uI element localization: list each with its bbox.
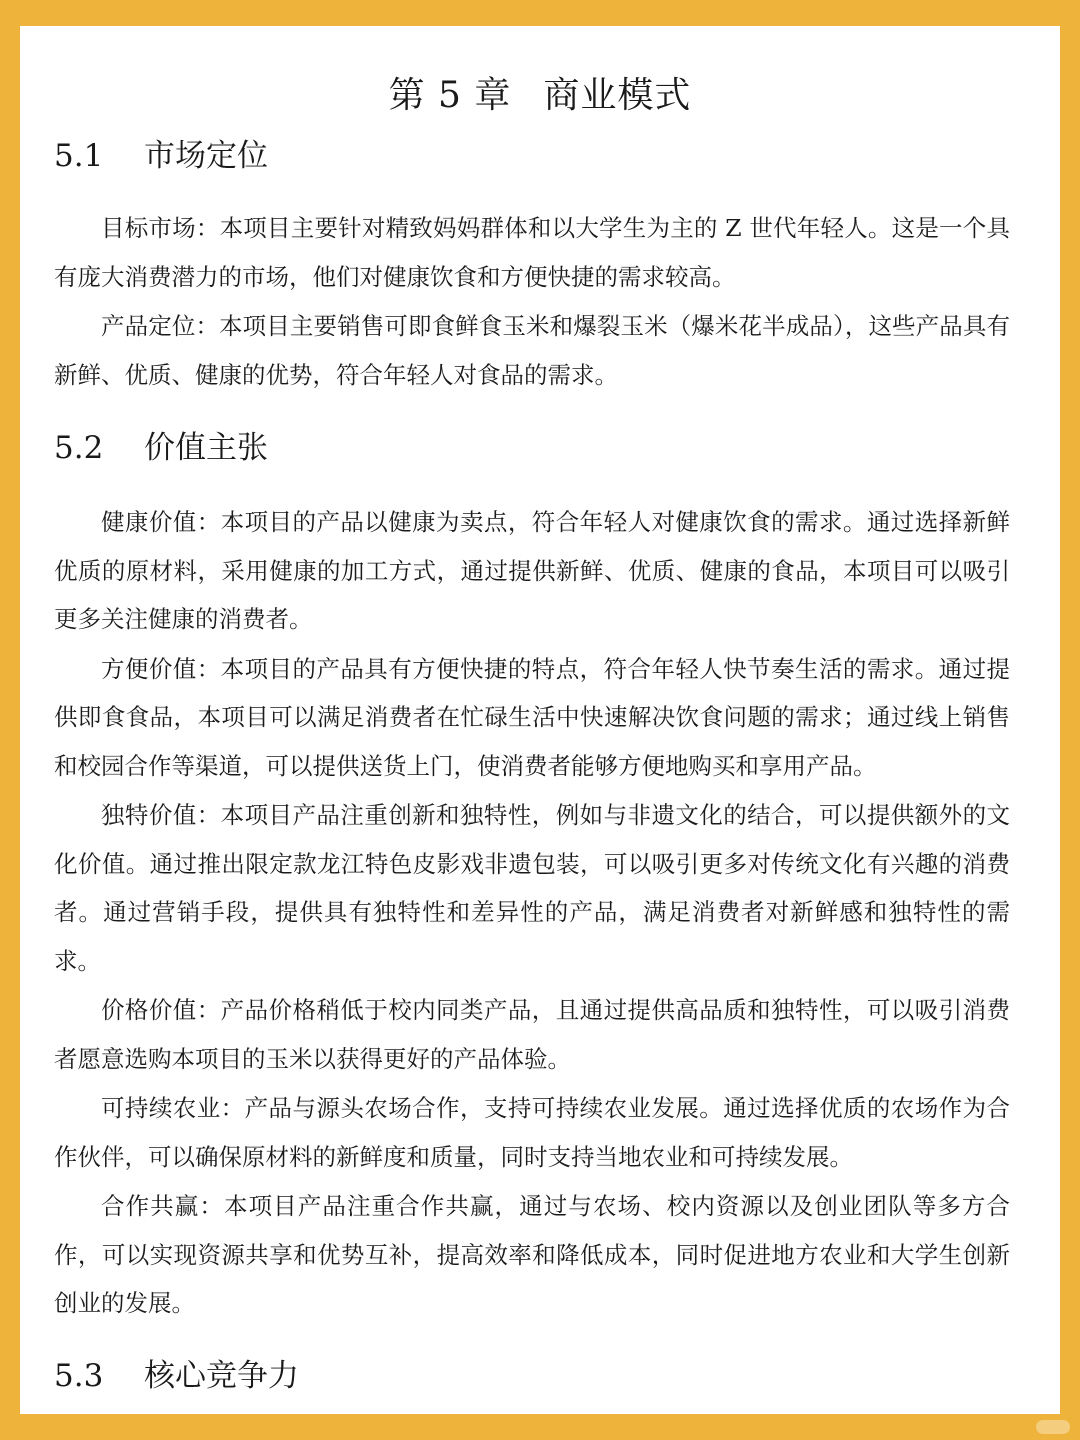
section-heading-5-2 (54, 428, 268, 468)
section-heading-5-1 (54, 136, 268, 176)
paragraph-target-market: 目标市场：本项目主要针对精致妈妈群体和以大学生为主的 Z 世代年轻人。这是一个具有庞大消费潜力的市场，他们对健康饮食和方便快捷的需求较高。 (54, 214, 1010, 291)
chapter-name: 商业模式 (543, 75, 692, 116)
section-title: 价值主张 (144, 430, 268, 466)
section-number: 5.2 (54, 430, 104, 466)
paragraph-unique-value: 独特价值：本项目产品注重创新和独特性，例如与非遗文化的结合，可以提供额外的文化价值。通过推出限定款龙江特色皮影戏非遗包装，可以吸引更多对传统文化有兴趣的消费者。通过营销手段，提供具有独特性和差异性的产品，满足消费者对新鲜感和独特性的需求。 (54, 801, 1010, 975)
watermark-badge (1036, 1420, 1070, 1434)
paragraph-convenience-value: 方便价值：本项目的产品具有方便快捷的特点，符合年轻人快节奏生活的需求。通过提供即食食品，本项目可以满足消费者在忙碌生活中快速解决饮食问题的需求；通过线上销售和校园合作等渠道，可以提供送货上门，使消费者能够方便地购买和享用产品。 (54, 654, 1010, 780)
section-title: 核心竞争力 (144, 1358, 299, 1394)
section-title: 市场定位 (144, 138, 268, 174)
section-number: 5.1 (54, 138, 104, 174)
section-number: 5.3 (54, 1358, 104, 1394)
paragraph-health-value: 健康价值：本项目的产品以健康为卖点，符合年轻人对健康饮食的需求。通过选择新鲜优质的原材料，采用健康的加工方式，通过提供新鲜、优质、健康的食品，本项目可以吸引更多关注健康的消费者。 (54, 508, 1010, 633)
paragraph-win-win-cooperation: 合作共赢：本项目产品注重合作共赢，通过与农场、校内资源以及创业团队等多方合作，可以实现资源共享和优势互补，提高效率和降低成本，同时促进地方农业和大学生创新创业的发展。 (54, 1192, 1010, 1317)
chapter-title (20, 72, 1060, 120)
section-heading-5-3 (54, 1356, 299, 1396)
document-page (20, 26, 1060, 1414)
chapter-number: 第 5 章 (388, 75, 512, 116)
paragraph-product-positioning: 产品定位：本项目主要销售可即食鲜食玉米和爆裂玉米（爆米花半成品），这些产品具有新鲜、优质、健康的优势，符合年轻人对食品的需求。 (54, 312, 1010, 389)
paragraph-price-value: 价格价值：产品价格稍低于校内同类产品，且通过提供高品质和独特性，可以吸引消费者愿意选购本项目的玉米以获得更好的产品体验。 (54, 996, 1010, 1073)
paragraph-sustainable-agriculture: 可持续农业：产品与源头农场合作，支持可持续农业发展。通过选择优质的农场作为合作伙伴，可以确保原材料的新鲜度和质量，同时支持当地农业和可持续发展。 (54, 1094, 1010, 1171)
section-body-5-1 (54, 204, 1010, 400)
section-body-5-2 (54, 498, 1010, 1329)
